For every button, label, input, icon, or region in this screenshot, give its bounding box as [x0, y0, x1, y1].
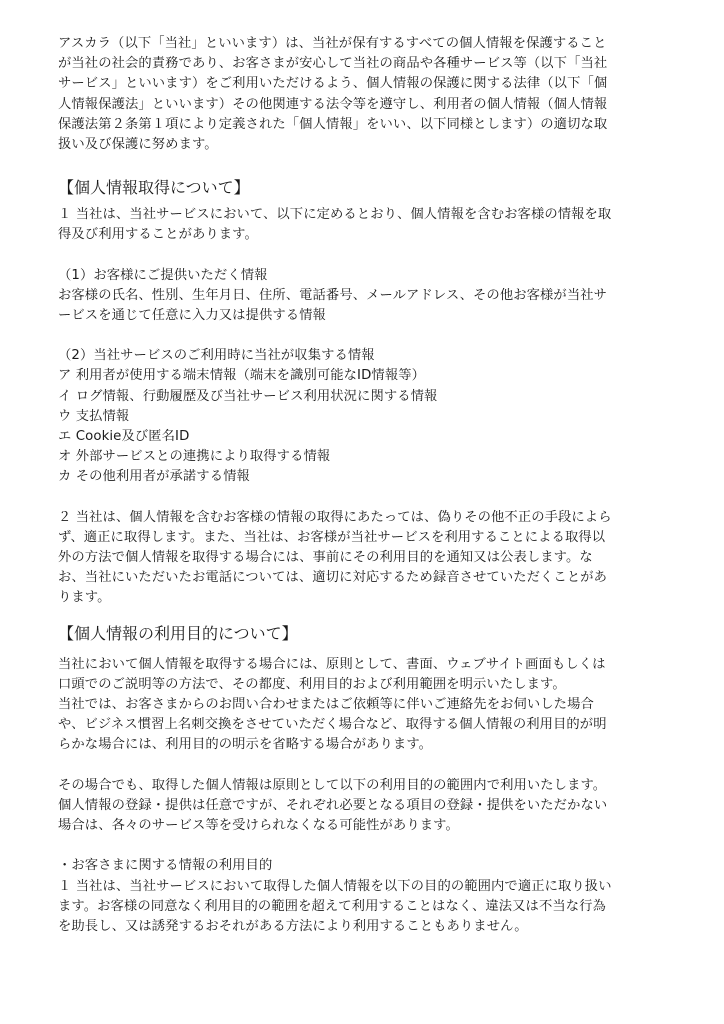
text-line: らかな場合には、利用目的の明示を省略する場合があります。 — [58, 737, 433, 753]
spacer — [58, 756, 662, 776]
text-line: 当社において個人情報を取得する場合には、原則として、書面、ウェブサイト画面もしくは — [58, 656, 606, 672]
text-line: ず、適正に取得します。また、当社は、お客様が当社サービスを利用することによる取得以 — [58, 529, 606, 545]
text-line: 場合は、各々のサービス等を受けられなくなる可能性があります。 — [58, 818, 459, 834]
list-item: オ 外部サービスとの連携により取得する情報 — [58, 449, 331, 465]
acquisition-heading: 【個人情報取得について】 — [58, 178, 250, 198]
list-item: ウ 支払情報 — [58, 408, 130, 424]
intro-line: サービス」といいます）をご利用いただけるよう、個人情報の保護に関する法律（以下「個 — [58, 76, 608, 92]
text-line: 口頭でのご説明等の方法で、その都度、利用目的および利用範囲を明示いたします。 — [58, 676, 566, 692]
text-line: ます。お客様の同意なく利用目的の範囲を超えて利用することはなく、違法又は不当な行為 — [58, 898, 606, 914]
purpose-paragraph-1 — [58, 655, 662, 756]
text-line: ります。 — [58, 590, 111, 606]
list-item: イ ログ情報、行動履歴及び当社サービス利用状況に関する情報 — [58, 388, 438, 404]
text-line: 個人情報の登録・提供は任意ですが、それぞれ必要となる項目の登録・提供をいただかない — [58, 797, 608, 813]
purpose-heading: 【個人情報の利用目的について】 — [58, 623, 298, 643]
subsection-title: （1）お客様にご提供いただく情報 — [58, 267, 268, 283]
intro-line: 扱い及び保護に努めます。 — [58, 137, 218, 153]
collected-info-block — [58, 346, 662, 487]
text-line: お、当社にいただいたお電話については、適切に対応するため録音させていただくことがあ — [58, 570, 608, 586]
text-line: や、ビジネス慣習上名刺交換をさせていただく場合など、取得する個人情報の利用目的が明 — [58, 717, 607, 733]
spacer — [58, 836, 662, 856]
intro-line: が当社の社会的責務であり、お客さまが安心して当社の商品や各種サービス等（以下「当社 — [58, 56, 608, 72]
text-line: ービスを通じて任意に入力又は提供する情報 — [58, 308, 326, 324]
spacer — [58, 488, 662, 508]
spacer — [58, 326, 662, 346]
text-line: を助長し、又は誘発するおそれがある方法により利用することもありません。 — [58, 918, 528, 934]
text-line: ２ 当社は、個人情報を含むお客様の情報の取得にあたっては、偽りその他不正の手段によら — [58, 509, 612, 525]
subsection-title: （2）当社サービスのご利用時に当社が収集する情報 — [58, 348, 375, 364]
intro-line: アスカラ（以下「当社」といいます）は、当社が保有するすべての個人情報を保護すること — [58, 36, 607, 51]
intro-paragraph — [58, 34, 662, 155]
text-line: 外の方法で個人情報を取得する場合には、事前にその利用目的を通知又は公表します。な — [58, 550, 593, 566]
spacer — [58, 246, 662, 266]
purpose-paragraph-2 — [58, 776, 662, 837]
text-line: １ 当社は、当社サービスにおいて取得した個人情報を以下の目的の範囲内で適正に取り扱い — [58, 878, 612, 894]
bullet-title: ・お客さまに関する情報の利用目的 — [58, 858, 273, 874]
text-line: お客様の氏名、性別、生年月日、住所、電話番号、メールアドレス、その他お客様が当社サ — [58, 287, 608, 303]
acquisition-paragraph-2 — [58, 508, 662, 609]
text-line: 当社では、お客さまからのお問い合わせまたはご依頼等に伴いご連絡先をお伺いした場合 — [58, 697, 594, 713]
text-line: その場合でも、取得した個人情報は原則として以下の利用目的の範囲内で利用いたします。 — [58, 777, 607, 793]
purpose-paragraph-3 — [58, 856, 662, 937]
list-item: ア 利用者が使用する端末情報（端末を識別可能なID情報等） — [58, 368, 426, 384]
intro-line: 保護法第２条第１項により定義された「個人情報」をいい、以下同様とします）の適切な取 — [58, 116, 608, 132]
list-item: カ その他利用者が承諾する情報 — [58, 469, 250, 485]
list-item: エ Cookie及び匿名ID — [58, 429, 190, 445]
intro-line: 人情報保護法」といいます）その他関連する法令等を遵守し、利用者の個人情報（個人情報 — [58, 96, 608, 112]
text-line: １ 当社は、当社サービスにおいて、以下に定めるとおり、個人情報を含むお客様の情報を取 — [58, 207, 612, 223]
text-line: 得及び利用することがあります。 — [58, 227, 258, 243]
acquisition-paragraph-1 — [58, 205, 662, 245]
provided-info-block — [58, 266, 662, 327]
